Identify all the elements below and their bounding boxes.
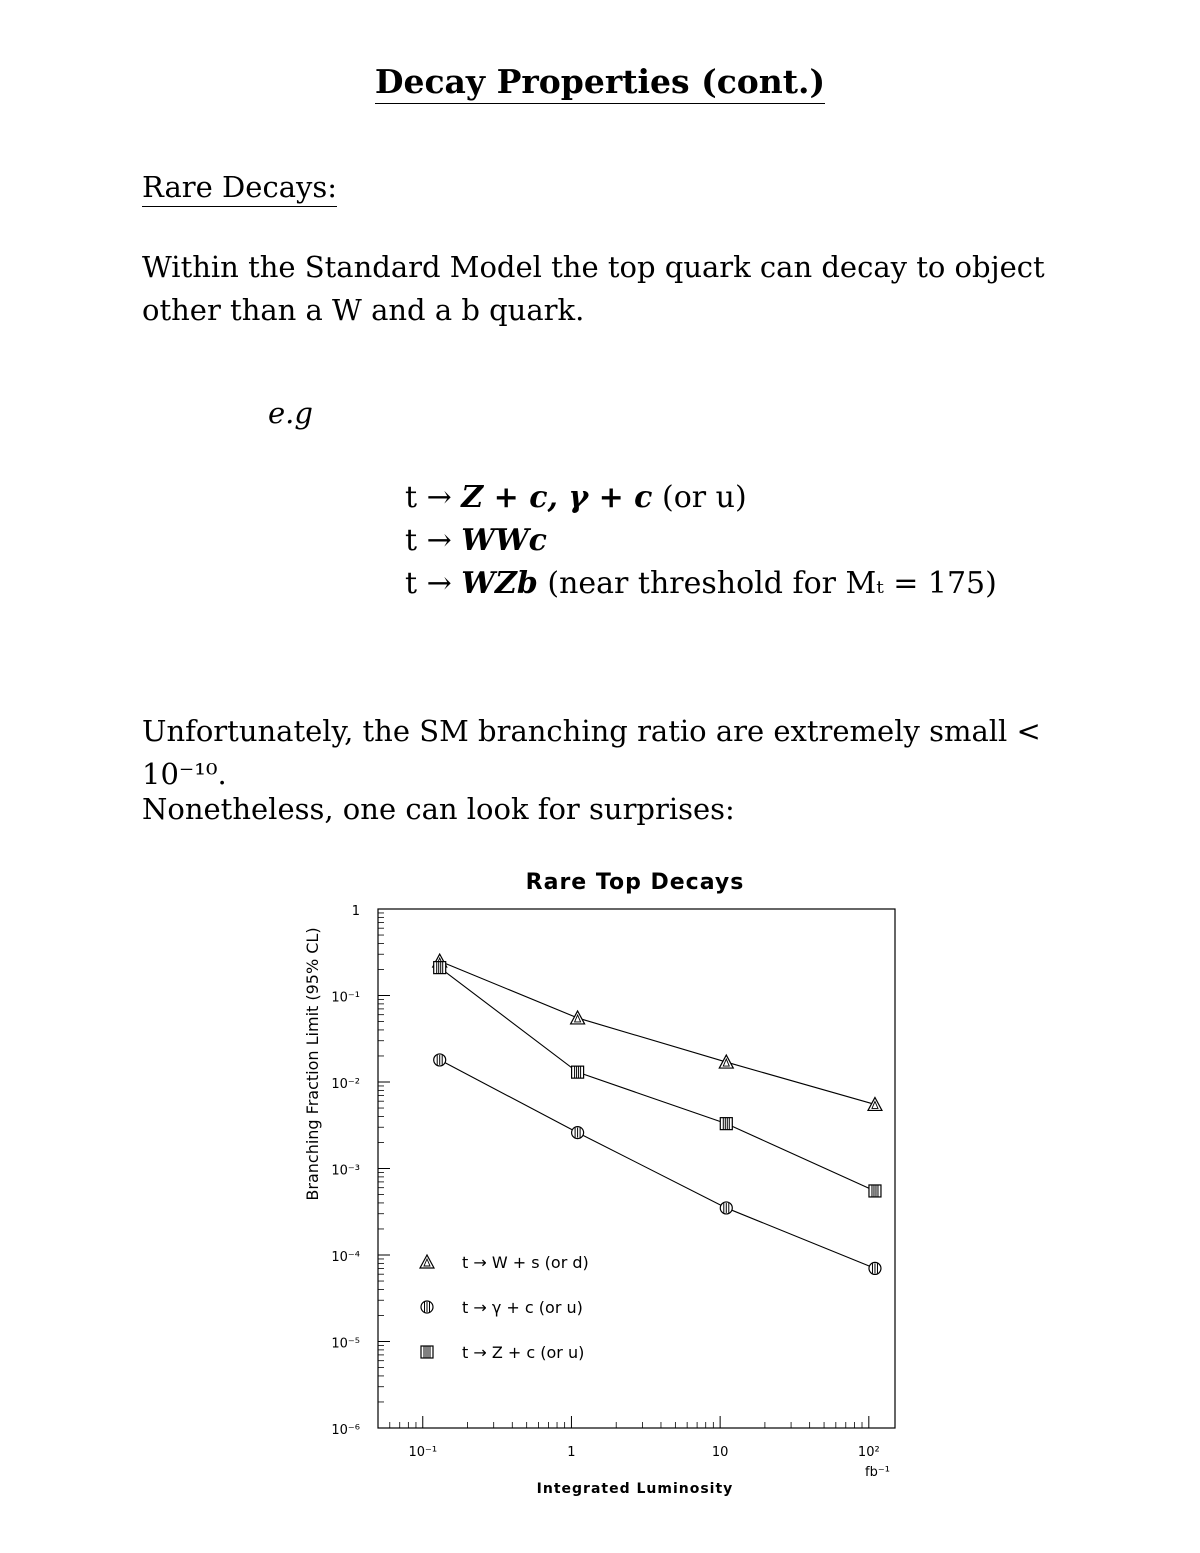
series-line-triangle — [440, 961, 875, 1104]
x-axis-label: Integrated Luminosity — [536, 1481, 734, 1497]
y-axis-label: Branching Fraction Limit (95% CL) — [303, 927, 322, 1201]
y-tick-label: 10⁻³ — [331, 1163, 360, 1179]
y-tick-label: 10⁻⁵ — [331, 1336, 360, 1352]
nonetheless-paragraph: Nonetheless, one can look for surprises: — [142, 792, 735, 826]
y-tick-label: 10⁻¹ — [331, 990, 360, 1006]
data-point-square — [572, 1066, 584, 1078]
data-point-square — [434, 962, 446, 974]
unfortunately-paragraph: Unfortunately, the SM branching ratio are extremely small < 10⁻¹⁰. — [142, 714, 1041, 791]
x-unit-label: fb⁻¹ — [865, 1465, 890, 1480]
data-point-square — [869, 1185, 881, 1197]
chart-title: Rare Top Decays — [525, 870, 745, 895]
eg-label: e.g — [268, 396, 313, 430]
equation-1: t → Z + c, γ + c (or u) — [405, 480, 747, 515]
intro-paragraph: Within the Standard Model the top quark can decay to object other than a W and a b quark. — [142, 250, 1045, 327]
x-tick-label: 10⁻¹ — [408, 1445, 438, 1460]
y-tick-label: 10⁻⁶ — [331, 1423, 360, 1438]
y-tick-label: 1 — [351, 904, 360, 919]
page-title: Decay Properties (cont.) — [0, 62, 1200, 101]
data-point-square — [720, 1118, 732, 1130]
legend-label: t → W + s (or d) — [462, 1253, 589, 1272]
y-tick-label: 10⁻⁴ — [331, 1250, 360, 1265]
legend-marker-square — [421, 1346, 433, 1358]
legend-label: t → γ + c (or u) — [462, 1298, 583, 1317]
x-tick-label: 10² — [857, 1445, 880, 1460]
x-tick-label: 1 — [567, 1445, 576, 1460]
series-line-square — [440, 968, 875, 1191]
y-tick-label: 10⁻² — [331, 1077, 360, 1092]
section-heading: Rare Decays: — [142, 170, 337, 204]
equation-2: t → WWc — [405, 523, 547, 558]
equation-3: t → WZb (near threshold for Mₜ = 175) — [405, 566, 997, 601]
series-line-circle — [440, 1060, 875, 1268]
plot-frame — [378, 909, 895, 1428]
legend-label: t → Z + c (or u) — [462, 1343, 585, 1362]
x-tick-label: 10 — [711, 1445, 729, 1460]
